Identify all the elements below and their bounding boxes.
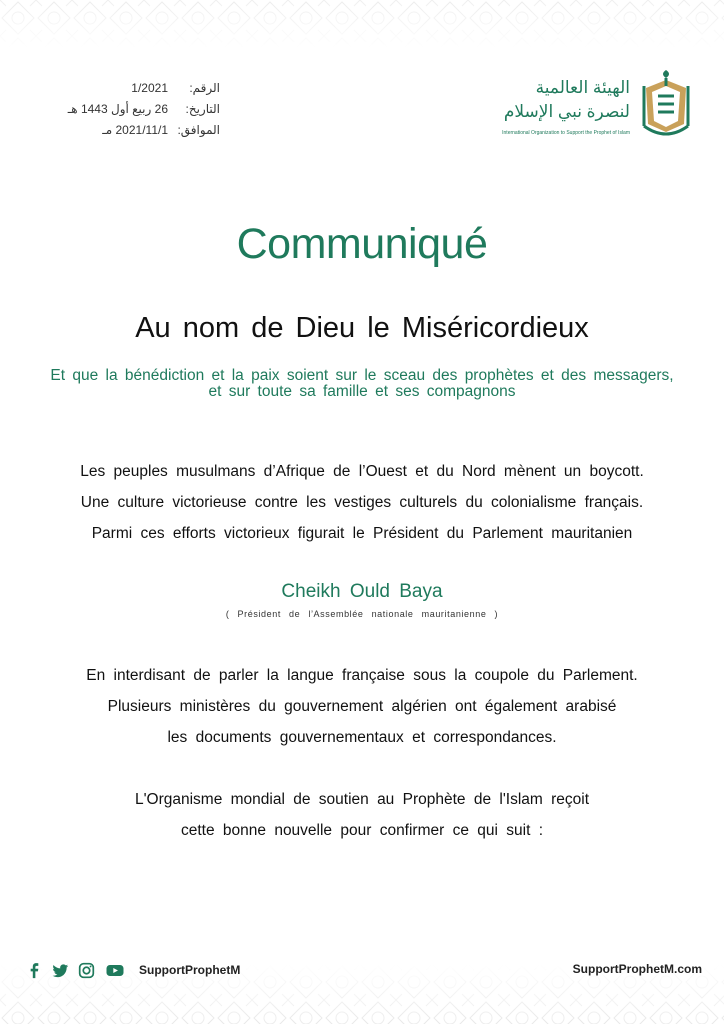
hijri-date-label: التاريخ: <box>185 102 220 116</box>
header-pattern <box>0 0 724 48</box>
twitter-icon[interactable] <box>52 962 69 979</box>
paragraph-organization <box>0 784 724 846</box>
website-link[interactable]: SupportProphetM.com <box>572 962 702 976</box>
paragraph-line: Plusieurs ministères du gouvernement algérien ont également arabisé <box>107 698 617 715</box>
paragraph-line: cette bonne nouvelle pour confirmer ce qui suit : <box>181 822 543 839</box>
paragraph-line: les documents gouvernementaux et correspondances. <box>167 729 557 746</box>
blessing-text <box>0 368 724 400</box>
organization-logo <box>490 66 700 146</box>
logo-english-name: International Organization to Support the Prophet of Islam <box>502 130 630 136</box>
person-role: ( Président de l’Assemblée nationale mauritanienne ) <box>225 609 499 619</box>
paragraph-line: Une culture victorieuse contre les vestiges culturels du colonialisme français. <box>80 494 644 511</box>
reference-block <box>67 78 220 141</box>
person-name: Cheikh Ould Baya <box>281 581 443 602</box>
gregorian-date-label: الموافق: <box>177 123 220 137</box>
page-title: Communiqué <box>236 220 488 268</box>
gregorian-date-value: 2021/11/1 مـ <box>102 123 168 137</box>
basmala-heading: Au nom de Dieu le Miséricordieux <box>135 312 589 344</box>
gregorian-date-row <box>100 120 220 141</box>
paragraph-line: Les peuples musulmans d’Afrique de l’Ouest et du Nord mènent un boycott. <box>80 463 644 480</box>
hijri-date-value: 26 ربيع أول 1443 هـ <box>67 102 168 116</box>
blessing-line: Et que la bénédiction et la paix soient sur le sceau des prophètes et des messagers, <box>50 367 674 384</box>
facebook-icon[interactable] <box>26 962 43 979</box>
blessing-line: et sur toute sa famille et ses compagnons <box>208 383 516 400</box>
logo-arabic-line1: الهيئة العالمية <box>535 78 630 97</box>
paragraph-line: L'Organisme mondial de soutien au Prophète de l'Islam reçoit <box>134 791 590 808</box>
logo-arabic-line2: لنصرة نبي الإسلام <box>503 102 630 121</box>
paragraph-line: Parmi ces efforts victorieux figurait le Président du Parlement mauritanien <box>91 525 633 542</box>
paragraph-parliament <box>0 660 724 753</box>
logo-emblem-icon <box>636 66 696 146</box>
footer-social <box>26 960 240 980</box>
hijri-date-row <box>67 99 220 120</box>
reference-number-value: 1/2021 <box>131 81 168 95</box>
youtube-icon[interactable] <box>104 962 126 979</box>
instagram-icon[interactable] <box>78 962 95 979</box>
paragraph-boycott <box>0 456 724 549</box>
paragraph-line: En interdisant de parler la langue française sous la coupole du Parlement. <box>86 667 638 684</box>
reference-number-row <box>100 78 220 99</box>
reference-number-label: الرقم: <box>189 81 220 95</box>
social-handle[interactable]: SupportProphetM <box>139 963 241 977</box>
